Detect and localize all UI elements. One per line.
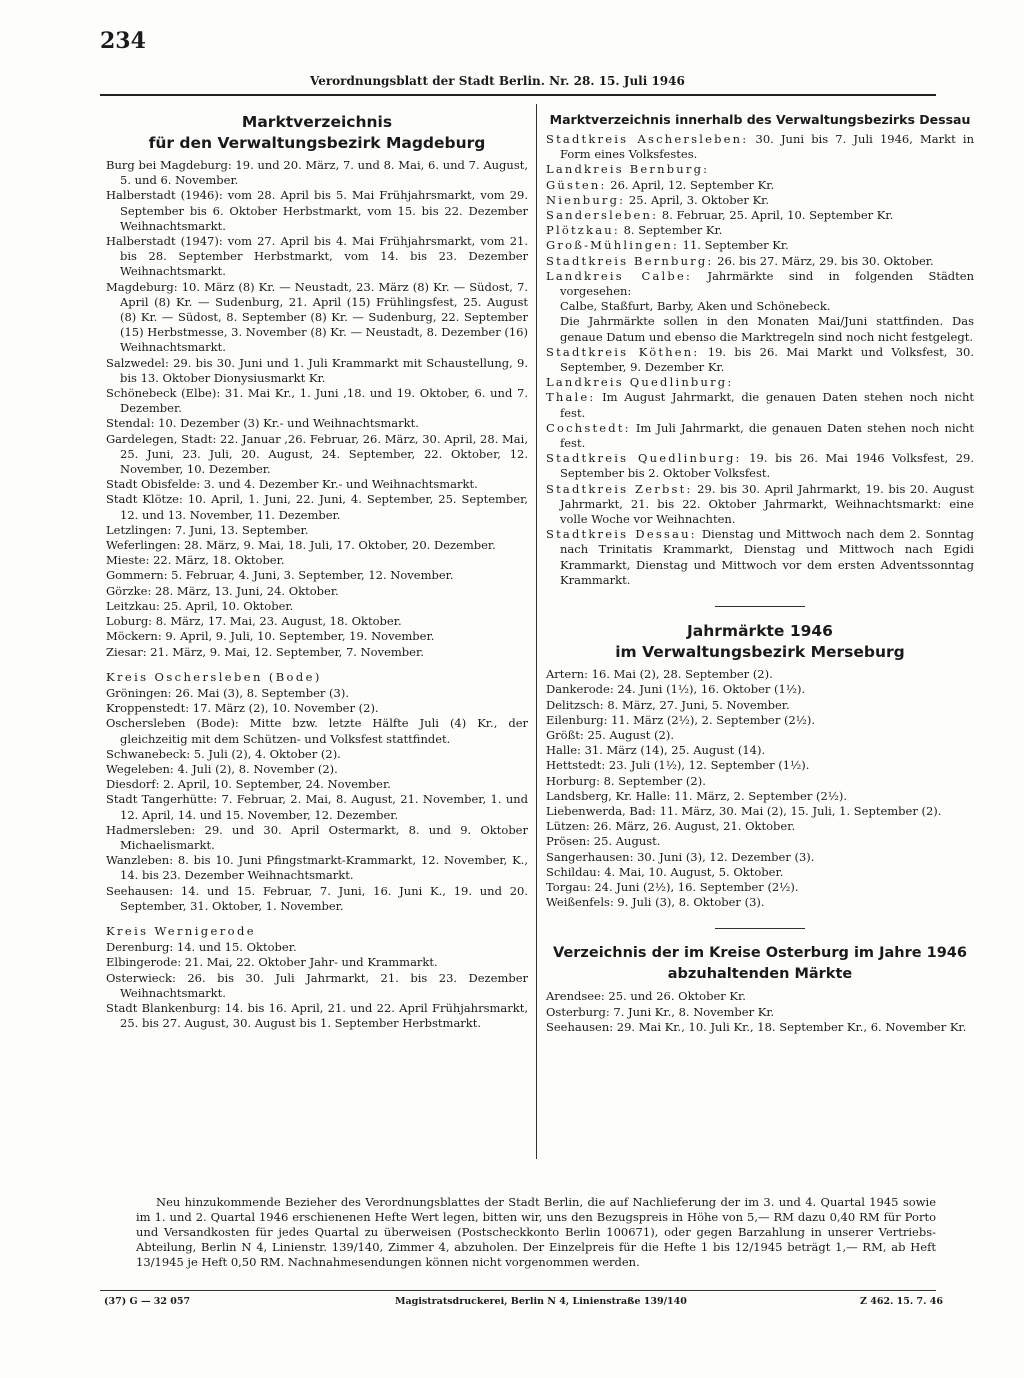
list-item: Hadmersleben: 29. und 30. April Ostermarkt, 8. und 9. Oktober Michaelismarkt. [106,822,528,852]
list-item: Delitzsch: 8. März, 27. Juni, 5. November. [546,697,790,712]
kreis-wernigerode-entries [106,940,528,1031]
list-item: Stendal: 10. Dezember (3) Kr.- und Weihnachtsmarkt. [106,416,419,431]
magdeburg-title-line2: für den Verwaltungsbezirk Magdeburg [148,134,486,152]
merseburg-title-line2: im Verwaltungsbezirk Merseburg [615,643,905,662]
calbe-towns: Calbe, Staßfurt, Barby, Aken und Schönebeck. [560,299,831,314]
list-item: Liebenwerda, Bad: 11. März, 30. Mai (2), 15. Juli, 1. September (2). [546,803,942,818]
list-item: Osterburg: 7. Juni Kr., 8. November Kr. [546,1004,775,1019]
list-item: Leitzkau: 25. April, 10. Oktober. [106,598,294,613]
list-item: Hettstedt: 23. Juli (1½), 12. September (1½). [546,758,810,773]
list-item [546,269,974,299]
place-name: Stadtkreis Aschersleben: [546,132,749,146]
list-item: Halberstadt (1946): vom 28. April bis 5. Mai Frühjahrsmarkt, vom 29. September bis 6. Oktober Herbstmarkt, vom 15. bis 22. Dezember Weihnachtsmarkt. [106,188,528,233]
list-item [546,345,974,375]
list-item: Loburg: 8. März, 17. Mai, 23. August, 18. Oktober. [106,614,402,629]
list-item: Dankerode: 24. Juni (1½), 16. Oktober (1½). [546,682,806,697]
list-item: Stadt Obisfelde: 3. und 4. Dezember Kr.- und Weihnachtsmarkt. [106,477,478,492]
list-item: Schönebeck (Elbe): 31. Mai Kr., 1. Juni ,18. und 19. Oktober, 6. und 7. Dezember. [106,386,528,416]
list-item: Seehausen: 14. und 15. Februar, 7. Juni, 16. Juni K., 19. und 20. September, 31. Oktober, 1. November. [106,883,528,913]
list-item: Stadt Klötze: 10. April, 1. Juni, 22. Juni, 4. September, 25. September, 12. und 13. November, 11. Dezember. [106,492,528,522]
kreis-wernigerode-heading: Kreis Wernigerode [106,923,256,938]
footer-rule [100,1290,936,1291]
subscription-notice: Neu hinzukommende Bezieher des Verordnungsblattes der Stadt Berlin, die auf Nachlieferung der im 3. und 4. Quartal 1945 sowie im 1. und 2. Quartal 1946 erschienenen Hefte Wert legen, bitten wir, uns den Bezugspreis in Höhe von 5,— RM dazu 0,40 RM für Porto und Versandkosten für jedes Quartal zu überweisen (Postscheckkonto Berlin 100671), oder gegen Barzahlung in unserer Vertriebs-Abteilung, Berlin N 4, Linienstr. 139/140, Zimmer 4, abzuholen. Der Einzelpreis für die Hefte 1 bis 12/1945 beträgt 1,— RM, ab Heft 13/1945 je Heft 0,50 RM. Nachnahmesendungen können nicht vorgenommen werden. [136,1194,936,1270]
list-item: Artern: 16. Mai (2), 28. September (2). [546,667,773,682]
list-item: Eilenburg: 11. März (2½), 2. September (2½). [546,712,816,727]
calbe-note: Die Jahrmärkte sollen in den Monaten Mai/Juni stattfinden. Das genaue Datum und ebenso die Marktregeln sind noch nicht festgelegt. [560,314,974,344]
list-item [546,421,974,451]
list-item: Horburg: 8. September (2). [546,773,706,788]
list-item: Weißenfels: 9. Juli (3), 8. Oktober (3). [546,895,765,910]
list-item [546,254,974,269]
page-number: 234 [100,28,146,54]
dessau-entries [546,132,974,588]
list-item: Weferlingen: 28. März, 9. Mai, 18. Juli, 17. Oktober, 20. Dezember. [106,538,496,553]
place-name: Landkreis Quedlinburg: [546,375,734,390]
dessau-title: Marktverzeichnis innerhalb des Verwaltungsbezirks Dessau [549,112,971,127]
magdeburg-title-line1: Marktverzeichnis [241,113,393,131]
osterburg-title [546,943,974,985]
merseburg-title [546,621,974,663]
list-item: Ziesar: 21. März, 9. Mai, 12. September, 7. November. [106,644,424,659]
list-item: Prösen: 25. August. [546,834,661,849]
list-item: Seehausen: 29. Mai Kr., 10. Juli Kr., 18. September Kr., 6. November Kr. [546,1019,967,1034]
list-item: Osterwieck: 26. bis 30. Juli Jahrmarkt, 21. bis 23. Dezember Weihnachtsmarkt. [106,970,528,1000]
list-item [546,178,974,193]
entry-text: Im August Jahrmarkt, die genauen Daten stehen noch nicht fest. [560,390,974,420]
entry-text: 19. bis 26. Mai 1946 Volksfest, 29. September bis 2. Oktober Volksfest. [560,451,974,481]
entry-text: 26. bis 27. März, 29. bis 30. Oktober. [713,253,934,268]
list-item [546,132,974,162]
magdeburg-title [106,112,528,154]
list-item [546,527,974,588]
place-name: Stadtkreis Köthen: [546,344,700,359]
list-item: Halle: 31. März (14), 25. August (14). [546,743,766,758]
list-item: Arendsee: 25. und 26. Oktober Kr. [546,989,746,1004]
list-item: Derenburg: 14. und 15. Oktober. [106,940,297,955]
place-name: Stadtkreis Bernburg: [546,253,714,268]
osterburg-title-line2: abzuhaltenden Märkte [667,966,853,983]
magdeburg-entries [106,158,528,660]
place-name: Landkreis Calbe: [546,268,693,283]
list-item: Gardelegen, Stadt: 22. Januar ,26. Februar, 26. März, 30. April, 28. Mai, 25. Juni, 23. Juli, 20. August, 24. September, 22. Oktober, 12. November, 10. Dezember. [106,431,528,477]
list-item: Halberstadt (1947): vom 27. April bis 4. Mai Frühjahrsmarkt, vom 21. bis 28. September Herbstmarkt, vom 14. bis 23. Dezember Weihnachtsmarkt. [106,234,528,279]
osterburg-entries [546,989,974,1035]
entry-text: 30. Juni bis 7. Juli 1946, Markt in Form eines Volksfestes. [560,132,974,162]
list-item: Diesdorf: 2. April, 10. September, 24. November. [106,777,391,792]
list-item: Kroppenstedt: 17. März (2), 10. November (2). [106,701,379,716]
list-item: Stadt Blankenburg: 14. bis 16. April, 21. und 22. April Frühjahrsmarkt, 25. bis 27. August, 30. August bis 1. September Herbstmarkt. [106,1000,528,1031]
list-item: Oschersleben (Bode): Mitte bzw. letzte Hälfte Juli (4) Kr., der gleichzeitig mit dem Schützen- und Volksfest stattfindet. [106,716,528,746]
list-item [546,390,974,420]
list-item: Magdeburg: 10. März (8) Kr. — Neustadt, 23. März (8) Kr. — Südost, 7. April (8) Kr. — Sudenburg, 21. April (15) Frühlingsfest, 25. August (8) Kr. — Südost, 8. September (8) Kr. — Sudenburg, 22. September (15) Herbstmesse, 3. November (8) Kr. — Neustadt, 8. Dezember (16) Weihnachtsmarkt. [106,279,528,355]
column-divider [536,104,537,1159]
entry-text: 8. Februar, 25. April, 10. September Kr. [658,208,894,223]
list-item: Gommern: 5. Februar, 4. Juni, 3. September, 12. November. [106,568,454,583]
entry-text: 26. April, 12. September Kr. [606,177,775,192]
place-name: Stadtkreis Zerbst: [546,481,693,496]
running-header: Verordnungsblatt der Stadt Berlin. Nr. 28. 15. Juli 1946 [310,74,685,88]
list-item: Sangerhausen: 30. Juni (3), 12. Dezember (3). [546,849,815,864]
place-name: Thale: [546,390,596,405]
list-item [546,451,974,481]
list-item [546,482,974,528]
entry-text: Jahrmärkte sind in folgenden Städten vorgesehen: [560,268,975,299]
list-item: Wanzleben: 8. bis 10. Juni Pfingstmarkt-Krammarkt, 12. November, K., 14. bis 23. Dezember Weihnachtsmarkt. [106,853,528,883]
section-divider [715,606,805,607]
footer-print-code: (37) G — 32 057 [104,1296,191,1307]
list-item [546,223,974,238]
list-item [546,208,974,223]
list-item: Möckern: 9. April, 9. Juli, 10. September, 19. November. [106,629,435,644]
place-name: Cochstedt: [546,420,631,435]
list-item: Lützen: 26. März, 26. August, 21. Oktober. [546,819,796,834]
place-name: Stadtkreis Dessau: [546,527,697,542]
place-name: Güsten: [546,177,607,192]
entry-text: 19. bis 26. Mai Markt und Volksfest, 30. September, 9. Dezember Kr. [560,344,974,375]
list-item: Schildau: 4. Mai, 10. August, 5. Oktober. [546,864,784,879]
list-item [546,193,974,208]
list-item: Letzlingen: 7. Juni, 13. September. [106,522,309,537]
list-item: Schwanebeck: 5. Juli (2), 4. Oktober (2). [106,746,341,761]
list-item: Salzwedel: 29. bis 30. Juni und 1. Juli Krammarkt mit Schaustellung, 9. bis 13. Oktober Dionysiusmarkt Kr. [106,355,528,385]
list-item: Wegeleben: 4. Juli (2), 8. November (2). [106,761,338,776]
right-column [546,112,974,1035]
list-item: Burg bei Magdeburg: 19. und 20. März, 7. und 8. Mai, 6. und 7. August, 5. und 6. November. [106,158,528,188]
place-name: Landkreis Bernburg: [546,162,710,177]
kreis-oschersleben-heading: Kreis Oschersleben (Bode) [106,669,322,684]
list-item: Torgau: 24. Juni (2½), 16. September (2½). [546,879,799,894]
merseburg-entries [546,667,974,910]
place-name: Plötzkau: [546,223,620,238]
entry-text: Im Juli Jahrmarkt, die genauen Daten stehen noch nicht fest. [560,420,974,451]
entry-text: 8. September Kr. [619,223,723,238]
kreis-oschersleben-entries [106,686,528,914]
list-item: Stadt Tangerhütte: 7. Februar, 2. Mai, 8. August, 21. November, 1. und 12. April, 14. und 15. November, 12. Dezember. [106,792,528,822]
entry-text: 29. bis 30. April Jahrmarkt, 19. bis 20. August Jahrmarkt, 21. bis 22. Oktober Jahrmarkt, Weihnachtsmarkt: eine volle Woche vor Weihnachten. [560,481,974,527]
list-item [546,375,974,390]
header-rule [100,94,936,96]
list-item: Görzke: 28. März, 13. Juni, 24. Oktober. [106,583,339,598]
entry-text: Dienstag und Mittwoch nach dem 2. Sonntag nach Trinitatis Krammarkt, Dienstag und Mittwoch nach Egidi Krammarkt, Dienstag und Mittwoch vor dem ersten Adventssonntag Krammarkt. [560,527,974,587]
list-item: Elbingerode: 21. Mai, 22. Oktober Jahr- und Krammarkt. [106,955,438,970]
place-name: Groß-Mühlingen: [546,238,679,253]
left-column [106,112,528,1031]
section-divider [715,928,805,929]
place-name: Sandersleben: [546,208,659,223]
place-name: Nienburg: [546,192,626,207]
merseburg-title-line1: Jahrmärkte 1946 [687,622,833,641]
list-item: Größt: 25. August (2). [546,727,674,742]
footer-printer: Magistratsdruckerei, Berlin N 4, Linienstraße 139/140 [395,1296,687,1307]
footer-date-code: Z 462. 15. 7. 46 [860,1296,943,1307]
osterburg-title-line1: Verzeichnis der im Kreise Osterburg im Jahre 1946 [553,945,967,962]
list-item: Landsberg, Kr. Halle: 11. März, 2. September (2½). [546,788,848,803]
entry-text: 11. September Kr. [678,238,789,253]
entry-text: 25. April, 3. Oktober Kr. [625,192,770,207]
list-item: Mieste: 22. März, 18. Oktober. [106,553,285,568]
list-item: Gröningen: 26. Mai (3), 8. September (3). [106,685,349,700]
list-item [546,238,974,253]
list-item [546,162,974,177]
place-name: Stadtkreis Quedlinburg: [546,451,742,466]
